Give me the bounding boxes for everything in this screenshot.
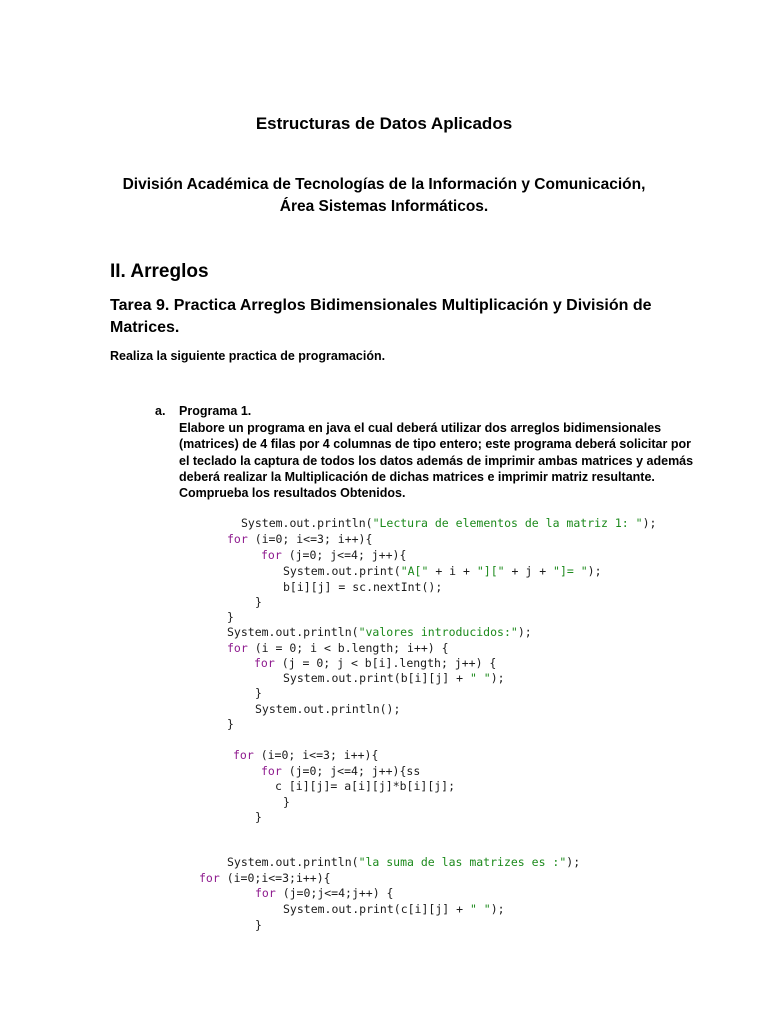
code-token: for: [227, 641, 248, 655]
code-token: (j = 0; j < b[i].length; j++) {: [274, 656, 497, 670]
code-line: [227, 532, 372, 546]
code-token: }: [255, 686, 262, 700]
code-token: );: [490, 902, 505, 916]
code-line: [227, 610, 234, 624]
code-line: [261, 548, 406, 562]
instruction-text: Realiza la siguiente practica de programación.: [110, 349, 386, 363]
code-token: }: [255, 595, 262, 609]
code-token: );: [490, 671, 505, 685]
code-token: System.out.println();: [255, 702, 401, 716]
code-token: (j=0; j<=4; j++){: [281, 548, 407, 562]
code-line: [227, 641, 449, 655]
code-token: System.out.println(: [227, 855, 359, 869]
code-token: (i=0;i<=3;i++){: [219, 871, 331, 885]
code-line: [255, 810, 262, 824]
code-line: [283, 795, 290, 809]
code-line: [233, 748, 378, 762]
code-token: );: [566, 855, 581, 869]
document-title: Estructuras de Datos Aplicados: [255, 114, 513, 133]
list-marker: a.: [155, 404, 166, 418]
code-token: "A[": [400, 564, 429, 578]
code-token: "valores introducidos:": [358, 625, 518, 639]
code-token: c [i][j]= a[i][j]*b[i][j];: [275, 779, 456, 793]
code-token: + i +: [428, 564, 477, 578]
code-token: b[i][j] = sc.nextInt();: [283, 580, 443, 594]
code-token: for: [199, 871, 220, 885]
code-token: for: [255, 886, 276, 900]
division-line-1: División Académica de Tecnologías de la Información y Comunicación,: [122, 176, 646, 193]
code-line: [199, 871, 331, 885]
code-token: (j=0; j<=4; j++){ss: [281, 764, 421, 778]
code-token: " ": [469, 902, 491, 916]
code-token: "la suma de las matrizes es :": [358, 855, 567, 869]
code-line: [255, 886, 393, 900]
code-token: );: [517, 625, 532, 639]
code-token: System.out.println(: [241, 516, 373, 530]
code-line: [275, 779, 455, 793]
code-token: System.out.print(c[i][j] +: [283, 902, 470, 916]
code-token: (i=0; i<=3; i++){: [247, 532, 373, 546]
code-line: [255, 595, 262, 609]
code-token: (i = 0; i < b.length; i++) {: [247, 641, 449, 655]
task-heading-line-1: Tarea 9. Practica Arreglos Bidimensionales Multiplicación y División de: [110, 297, 652, 314]
code-token: }: [255, 810, 262, 824]
code-line: [283, 564, 602, 578]
code-token: for: [261, 764, 282, 778]
code-token: (j=0;j<=4;j++) {: [275, 886, 394, 900]
code-line: [261, 764, 420, 778]
code-line: [255, 918, 262, 932]
code-token: }: [227, 610, 234, 624]
code-line: [227, 855, 580, 869]
program-description: Elabore un programa en java el cual deberá utilizar dos arreglos bidimensionales (matrices) de 4 filas por 4 columnas de tipo entero; este programa deberá solicitar por el teclado la captura de todos los datos además de imprimir ambas matrices y además deberá realizar la Multiplicación de dichas matrices e imprimir matriz resultante. Comprueba los resultados Obtenidos.: [179, 421, 694, 501]
code-token: for: [233, 748, 254, 762]
code-token: );: [587, 564, 602, 578]
code-token: "Lectura de elementos de la matriz 1: ": [372, 516, 643, 530]
division-line-2: Área Sistemas Informáticos.: [279, 198, 489, 215]
code-line: [241, 516, 656, 530]
code-token: }: [283, 795, 290, 809]
code-line: [283, 671, 505, 685]
code-line: [255, 686, 262, 700]
code-token: for: [227, 532, 248, 546]
code-token: for: [254, 656, 275, 670]
code-token: );: [642, 516, 657, 530]
code-token: System.out.print(b[i][j] +: [283, 671, 470, 685]
task-heading-line-2: Matrices.: [110, 319, 180, 336]
code-token: }: [227, 717, 234, 731]
program-title: Programa 1.: [179, 404, 252, 418]
code-token: "][": [476, 564, 505, 578]
code-token: " ": [469, 671, 491, 685]
code-line: [283, 580, 442, 594]
code-token: for: [261, 548, 282, 562]
code-line: [255, 702, 400, 716]
code-token: (i=0; i<=3; i++){: [253, 748, 379, 762]
section-heading: II. Arreglos: [110, 261, 209, 282]
code-token: System.out.print(: [283, 564, 401, 578]
code-token: }: [255, 918, 262, 932]
code-line: [283, 902, 505, 916]
code-token: System.out.println(: [227, 625, 359, 639]
code-line: [254, 656, 496, 670]
code-line: [227, 625, 532, 639]
code-line: [227, 717, 234, 731]
code-token: "]= ": [553, 564, 588, 578]
code-token: + j +: [504, 564, 554, 578]
